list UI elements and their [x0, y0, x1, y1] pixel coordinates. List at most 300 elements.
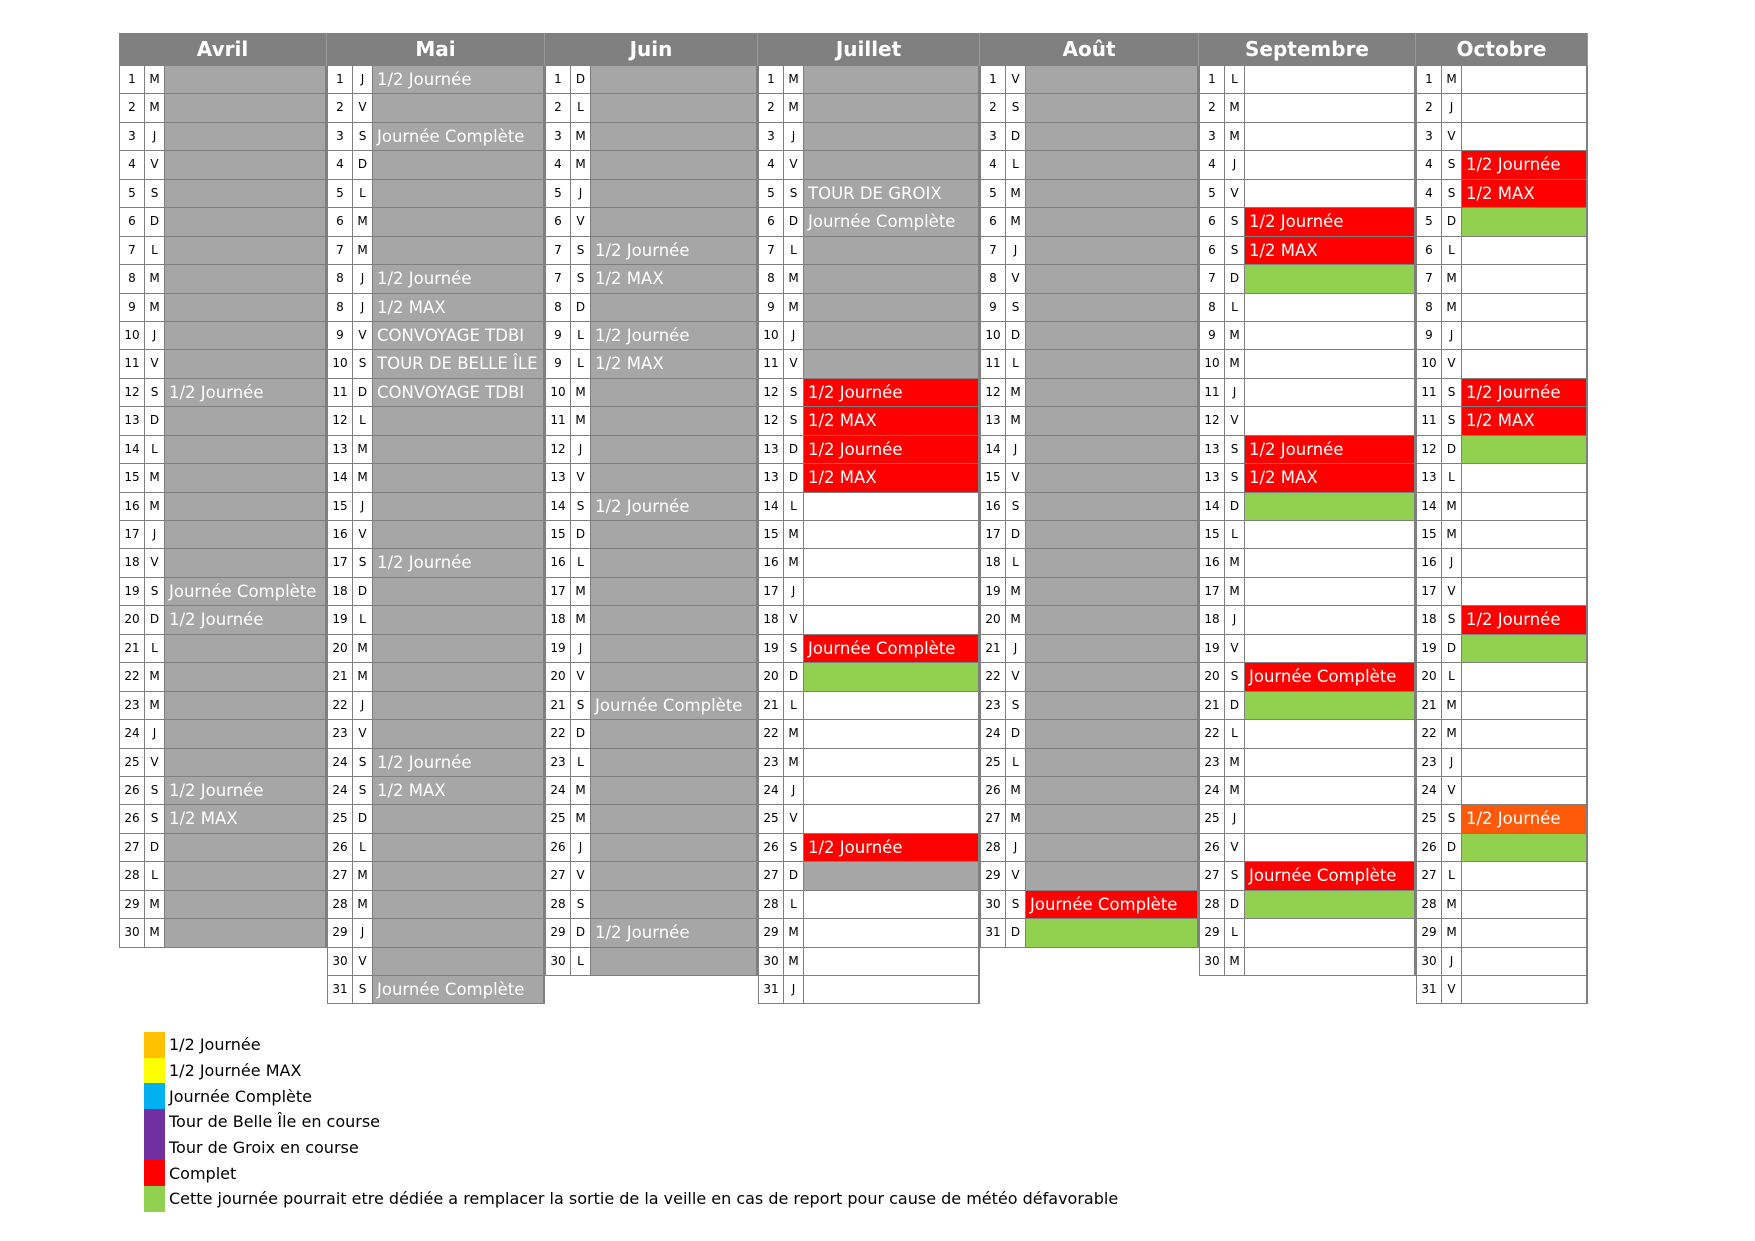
day-number: 26	[981, 777, 1006, 804]
day-row	[1199, 379, 1416, 407]
day-of-week: S	[784, 407, 804, 434]
day-number: 22	[981, 663, 1006, 690]
day-number: 24	[546, 777, 571, 804]
day-number: 1	[328, 66, 353, 93]
day-event	[1026, 407, 1198, 434]
day-of-week: L	[571, 549, 591, 576]
day-of-week: V	[571, 208, 591, 235]
day-of-week: V	[784, 350, 804, 377]
day-row	[1199, 407, 1416, 435]
day-of-week: J	[1225, 606, 1245, 633]
day-number: 11	[759, 350, 784, 377]
day-event	[1462, 891, 1587, 918]
day-of-week: V	[571, 663, 591, 690]
day-of-week: L	[353, 834, 373, 861]
day-row	[758, 749, 980, 777]
day-row	[327, 322, 545, 350]
day-row	[1416, 94, 1588, 122]
day-number: 21	[1417, 692, 1442, 719]
day-event	[373, 948, 544, 975]
day-row	[1416, 663, 1588, 691]
day-event	[1462, 919, 1587, 946]
legend-swatch	[144, 1032, 165, 1058]
day-of-week: J	[353, 919, 373, 946]
day-row	[119, 265, 327, 293]
day-number: 29	[981, 862, 1006, 889]
day-of-week: J	[145, 123, 165, 150]
day-number: 26	[759, 834, 784, 861]
day-of-week: J	[1442, 749, 1462, 776]
day-of-week: V	[1006, 265, 1026, 292]
day-event	[1026, 720, 1198, 747]
day-row	[119, 919, 327, 947]
day-event	[1026, 635, 1198, 662]
day-event	[165, 123, 326, 150]
day-row	[545, 322, 758, 350]
day-number: 5	[981, 180, 1006, 207]
day-row	[545, 237, 758, 265]
day-row	[327, 692, 545, 720]
day-of-week: M	[1006, 208, 1026, 235]
day-number: 25	[546, 805, 571, 832]
day-row	[327, 948, 545, 976]
day-row	[758, 976, 980, 1004]
day-number: 1	[120, 66, 145, 93]
day-of-week: D	[353, 578, 373, 605]
day-event	[1245, 578, 1415, 605]
day-event	[165, 919, 326, 946]
day-number: 7	[1200, 265, 1225, 292]
day-event: 1/2 Journée	[591, 322, 757, 349]
day-of-week: D	[784, 464, 804, 491]
day-of-week: M	[145, 919, 165, 946]
day-row	[327, 493, 545, 521]
day-of-week: V	[1225, 834, 1245, 861]
day-event	[165, 265, 326, 292]
day-event	[804, 237, 979, 264]
day-number: 13	[759, 436, 784, 463]
day-number: 7	[981, 237, 1006, 264]
day-of-week: J	[571, 635, 591, 662]
day-of-week: S	[1442, 805, 1462, 832]
day-event	[1245, 322, 1415, 349]
day-event	[804, 294, 979, 321]
day-of-week: M	[1442, 692, 1462, 719]
legend-swatch	[144, 1083, 165, 1109]
day-event	[1245, 805, 1415, 832]
day-of-week: S	[1442, 180, 1462, 207]
day-number: 14	[328, 464, 353, 491]
day-of-week: M	[145, 464, 165, 491]
day-row	[980, 379, 1199, 407]
day-number: 16	[1417, 549, 1442, 576]
day-number: 23	[120, 692, 145, 719]
day-event	[591, 635, 757, 662]
day-of-week: L	[1006, 350, 1026, 377]
day-row	[1199, 94, 1416, 122]
day-number: 6	[1200, 208, 1225, 235]
day-number: 29	[546, 919, 571, 946]
day-number: 5	[759, 180, 784, 207]
day-event	[804, 777, 979, 804]
day-row	[980, 720, 1199, 748]
day-number: 19	[120, 578, 145, 605]
day-event	[1245, 919, 1415, 946]
day-of-week: M	[571, 578, 591, 605]
day-of-week: S	[1006, 692, 1026, 719]
day-event	[591, 948, 757, 975]
day-of-week: M	[145, 891, 165, 918]
day-of-week: J	[1442, 549, 1462, 576]
day-number: 13	[546, 464, 571, 491]
day-event	[165, 692, 326, 719]
day-of-week: S	[784, 635, 804, 662]
day-number: 15	[759, 521, 784, 548]
legend-swatch	[144, 1186, 165, 1212]
day-number: 20	[120, 606, 145, 633]
day-of-week: L	[145, 436, 165, 463]
day-of-week: J	[571, 180, 591, 207]
day-of-week: M	[571, 151, 591, 178]
day-event	[1462, 208, 1587, 235]
day-event: 1/2 Journée	[591, 919, 757, 946]
day-number: 17	[328, 549, 353, 576]
day-of-week: V	[1442, 777, 1462, 804]
day-row	[758, 606, 980, 634]
day-of-week: M	[571, 407, 591, 434]
day-event	[1462, 350, 1587, 377]
month-header: Juin	[545, 33, 758, 66]
day-event	[373, 891, 544, 918]
day-row	[545, 151, 758, 179]
month-column-juillet	[758, 33, 980, 1004]
day-row	[545, 663, 758, 691]
day-number: 13	[1417, 464, 1442, 491]
day-event	[373, 862, 544, 889]
day-of-week: J	[1442, 94, 1462, 121]
day-row	[545, 578, 758, 606]
legend-item	[144, 1186, 1118, 1212]
day-number: 1	[759, 66, 784, 93]
day-number: 6	[759, 208, 784, 235]
day-number: 30	[1417, 948, 1442, 975]
day-of-week: M	[145, 692, 165, 719]
day-event	[1245, 151, 1415, 178]
day-row	[1416, 123, 1588, 151]
day-event	[165, 208, 326, 235]
day-row	[1199, 663, 1416, 691]
day-number: 22	[328, 692, 353, 719]
day-event: CONVOYAGE TDBI	[373, 379, 544, 406]
day-of-week: J	[1006, 237, 1026, 264]
day-event	[591, 208, 757, 235]
day-of-week: J	[784, 322, 804, 349]
day-event	[1245, 635, 1415, 662]
day-row	[327, 350, 545, 378]
day-row	[980, 834, 1199, 862]
day-event	[591, 862, 757, 889]
day-row	[1199, 862, 1416, 890]
day-number: 25	[759, 805, 784, 832]
day-event	[1245, 493, 1415, 520]
day-row	[119, 578, 327, 606]
day-of-week: D	[1442, 208, 1462, 235]
day-number: 29	[328, 919, 353, 946]
day-row	[980, 436, 1199, 464]
day-event	[1026, 549, 1198, 576]
day-number: 24	[1200, 777, 1225, 804]
day-number: 26	[546, 834, 571, 861]
day-row	[545, 66, 758, 94]
day-row	[980, 94, 1199, 122]
day-row	[119, 862, 327, 890]
day-row	[119, 94, 327, 122]
day-row	[1416, 777, 1588, 805]
day-of-week: M	[353, 208, 373, 235]
day-row	[119, 521, 327, 549]
day-event	[1245, 692, 1415, 719]
day-of-week: J	[353, 66, 373, 93]
day-row	[119, 322, 327, 350]
day-number: 13	[759, 464, 784, 491]
day-of-week: V	[1225, 180, 1245, 207]
day-event	[1026, 749, 1198, 776]
day-of-week: L	[1006, 151, 1026, 178]
day-row	[1199, 436, 1416, 464]
day-row	[545, 749, 758, 777]
day-event	[804, 663, 979, 690]
day-row	[1416, 862, 1588, 890]
day-row	[327, 749, 545, 777]
day-of-week: M	[1442, 891, 1462, 918]
day-event	[804, 919, 979, 946]
day-of-week: L	[1225, 521, 1245, 548]
day-row	[1416, 578, 1588, 606]
day-number: 18	[546, 606, 571, 633]
day-event	[591, 720, 757, 747]
day-event: 1/2 Journée	[373, 66, 544, 93]
day-event	[165, 521, 326, 548]
day-event	[804, 578, 979, 605]
day-event	[373, 578, 544, 605]
day-row	[1416, 635, 1588, 663]
day-of-week: D	[784, 436, 804, 463]
day-of-week: J	[353, 294, 373, 321]
day-row	[758, 663, 980, 691]
day-event	[373, 464, 544, 491]
day-event	[1462, 464, 1587, 491]
day-of-week: J	[353, 493, 373, 520]
day-number: 18	[328, 578, 353, 605]
day-of-week: S	[784, 180, 804, 207]
day-number: 22	[1417, 720, 1442, 747]
day-number: 22	[546, 720, 571, 747]
day-number: 28	[120, 862, 145, 889]
month-header: Septembre	[1199, 33, 1416, 66]
day-number: 18	[759, 606, 784, 633]
day-number: 24	[759, 777, 784, 804]
legend-label: 1/2 Journée MAX	[169, 1061, 302, 1081]
day-row	[1416, 720, 1588, 748]
day-of-week: J	[1442, 948, 1462, 975]
day-event	[1245, 606, 1415, 633]
day-number: 24	[1417, 777, 1442, 804]
day-number: 29	[1200, 919, 1225, 946]
day-event	[1462, 237, 1587, 264]
day-number: 14	[1417, 493, 1442, 520]
day-of-week: L	[145, 237, 165, 264]
month-column-avril	[119, 33, 327, 948]
day-row	[980, 777, 1199, 805]
day-row	[1199, 720, 1416, 748]
day-number: 4	[759, 151, 784, 178]
day-event	[373, 493, 544, 520]
day-of-week: L	[1442, 663, 1462, 690]
day-of-week: S	[1006, 493, 1026, 520]
day-of-week: V	[784, 606, 804, 633]
day-of-week: S	[1006, 891, 1026, 918]
day-of-week: M	[1006, 606, 1026, 633]
day-number: 1	[1200, 66, 1225, 93]
day-of-week: M	[145, 265, 165, 292]
day-event	[804, 94, 979, 121]
day-of-week: D	[1006, 322, 1026, 349]
day-of-week: M	[784, 265, 804, 292]
day-event	[804, 720, 979, 747]
day-event	[1462, 294, 1587, 321]
day-row	[758, 805, 980, 833]
day-of-week: S	[145, 805, 165, 832]
day-number: 7	[1417, 265, 1442, 292]
day-row	[1199, 919, 1416, 947]
day-row	[545, 862, 758, 890]
day-of-week: D	[1442, 834, 1462, 861]
day-row	[545, 948, 758, 976]
day-number: 11	[1417, 407, 1442, 434]
day-number: 10	[1417, 350, 1442, 377]
day-of-week: L	[353, 606, 373, 633]
day-event	[1245, 94, 1415, 121]
day-row	[327, 265, 545, 293]
day-number: 10	[120, 322, 145, 349]
day-row	[980, 66, 1199, 94]
day-of-week: S	[1442, 606, 1462, 633]
day-number: 4	[546, 151, 571, 178]
day-of-week: D	[145, 606, 165, 633]
day-row	[545, 123, 758, 151]
day-row	[1416, 464, 1588, 492]
day-event	[1462, 862, 1587, 889]
day-number: 27	[981, 805, 1006, 832]
day-event	[373, 151, 544, 178]
day-of-week: V	[1442, 578, 1462, 605]
day-event	[165, 350, 326, 377]
day-of-week: D	[571, 66, 591, 93]
day-event	[165, 549, 326, 576]
day-of-week: L	[145, 862, 165, 889]
legend-swatch	[144, 1160, 165, 1186]
day-number: 28	[981, 834, 1006, 861]
day-event: 1/2 MAX	[1245, 464, 1415, 491]
day-event	[804, 265, 979, 292]
day-row	[1416, 749, 1588, 777]
day-number: 16	[981, 493, 1006, 520]
day-number: 9	[759, 294, 784, 321]
day-number: 20	[546, 663, 571, 690]
day-row	[980, 322, 1199, 350]
day-row	[327, 635, 545, 663]
day-event	[1462, 66, 1587, 93]
day-event	[373, 94, 544, 121]
day-of-week: M	[1442, 265, 1462, 292]
day-event	[1462, 521, 1587, 548]
day-number: 28	[759, 891, 784, 918]
day-number: 23	[981, 692, 1006, 719]
day-event	[1245, 265, 1415, 292]
day-event	[804, 521, 979, 548]
day-row	[1199, 237, 1416, 265]
day-row	[1199, 692, 1416, 720]
day-of-week: M	[1442, 66, 1462, 93]
month-header: Octobre	[1416, 33, 1588, 66]
day-event: Journée Complète	[591, 692, 757, 719]
day-row	[327, 436, 545, 464]
day-of-week: M	[1006, 379, 1026, 406]
day-of-week: S	[571, 265, 591, 292]
day-event	[1026, 66, 1198, 93]
day-number: 12	[1200, 407, 1225, 434]
day-event	[165, 151, 326, 178]
day-of-week: M	[1006, 777, 1026, 804]
day-row	[980, 237, 1199, 265]
day-of-week: L	[1225, 720, 1245, 747]
day-number: 27	[1417, 862, 1442, 889]
day-event: 1/2 Journée	[1462, 805, 1587, 832]
day-event	[1462, 322, 1587, 349]
calendar-grid	[119, 33, 1588, 1004]
day-of-week: S	[353, 976, 373, 1003]
day-of-week: V	[353, 521, 373, 548]
day-row	[545, 521, 758, 549]
day-event: Journée Complète	[373, 976, 544, 1003]
day-number: 4	[981, 151, 1006, 178]
day-number: 23	[759, 749, 784, 776]
day-number: 20	[759, 663, 784, 690]
day-number: 3	[1200, 123, 1225, 150]
day-of-week: L	[353, 180, 373, 207]
day-row	[758, 322, 980, 350]
day-row	[327, 464, 545, 492]
day-row	[545, 208, 758, 236]
day-event: TOUR DE GROIX	[804, 180, 979, 207]
day-of-week: L	[353, 407, 373, 434]
day-event	[1026, 180, 1198, 207]
day-of-week: D	[353, 151, 373, 178]
day-row	[1199, 294, 1416, 322]
day-row	[758, 66, 980, 94]
day-number: 1	[1417, 66, 1442, 93]
day-row	[1416, 948, 1588, 976]
day-row	[980, 180, 1199, 208]
month-column-août	[980, 33, 1199, 948]
day-event	[1026, 692, 1198, 719]
day-event: 1/2 Journée	[591, 493, 757, 520]
day-row	[980, 919, 1199, 947]
day-number: 21	[1200, 692, 1225, 719]
day-of-week: D	[1006, 919, 1026, 946]
day-of-week: S	[353, 549, 373, 576]
day-of-week: L	[571, 948, 591, 975]
